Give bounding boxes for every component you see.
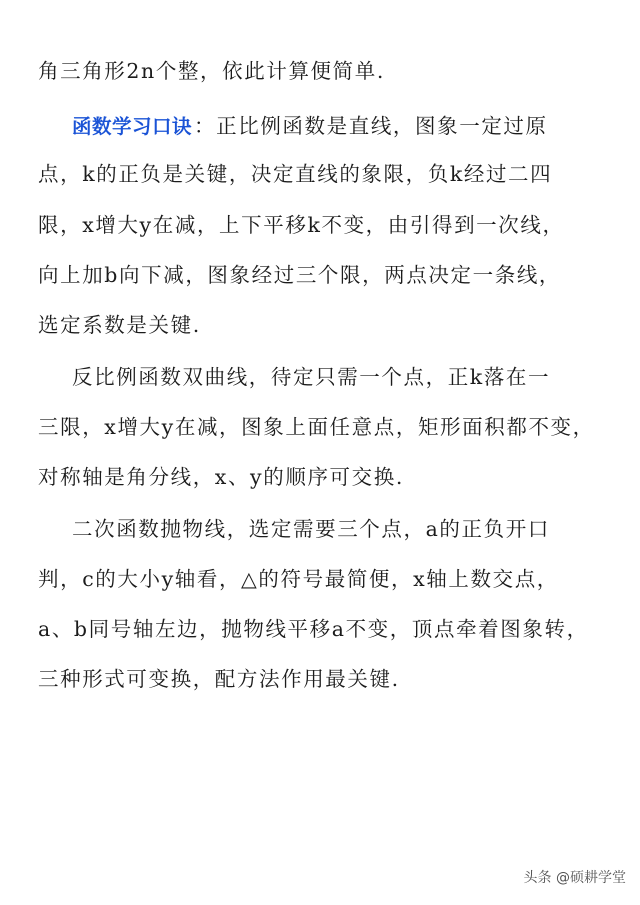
text-line-6: 选定系数是关键. [38, 313, 201, 337]
section-heading: 函数学习口诀 [72, 115, 193, 138]
text-line-13: 三种形式可变换，配方法作用最关键. [38, 667, 400, 691]
watermark: 头条 @硕耕学堂 [523, 870, 626, 886]
text-line-1: 角三角形2n个整，依此计算便简单. [38, 59, 385, 83]
text-line-9: 对称轴是角分线，x、y的顺序可交换. [38, 465, 404, 489]
text-line-2 [0, 111, 640, 141]
text-line-11: 判，c的大小y轴看，△的符号最简便，x轴上数交点， [38, 567, 559, 591]
text-line-5: 向上加b向下减，图象经过三个限，两点决定一条线， [38, 263, 562, 287]
text-line-10: 二次函数抛物线，选定需要三个点，a的正负开口 [72, 517, 550, 541]
text-line-4: 限，x增大y在减，上下平移k不变，由引得到一次线， [38, 213, 565, 237]
text-line-8: 三限，x增大y在减，图象上面任意点，矩形面积都不变， [38, 415, 595, 439]
text-line-2-body: ：正比例函数是直线，图象一定过原 [194, 114, 548, 138]
text-line-7: 反比例函数双曲线，待定只需一个点，正k落在一 [72, 365, 551, 389]
text-line-3: 点，k的正负是关键，决定直线的象限，负k经过二四 [38, 162, 553, 186]
text-line-12: a、b同号轴左边，抛物线平移a不变，顶点牵着图象转， [38, 617, 589, 641]
